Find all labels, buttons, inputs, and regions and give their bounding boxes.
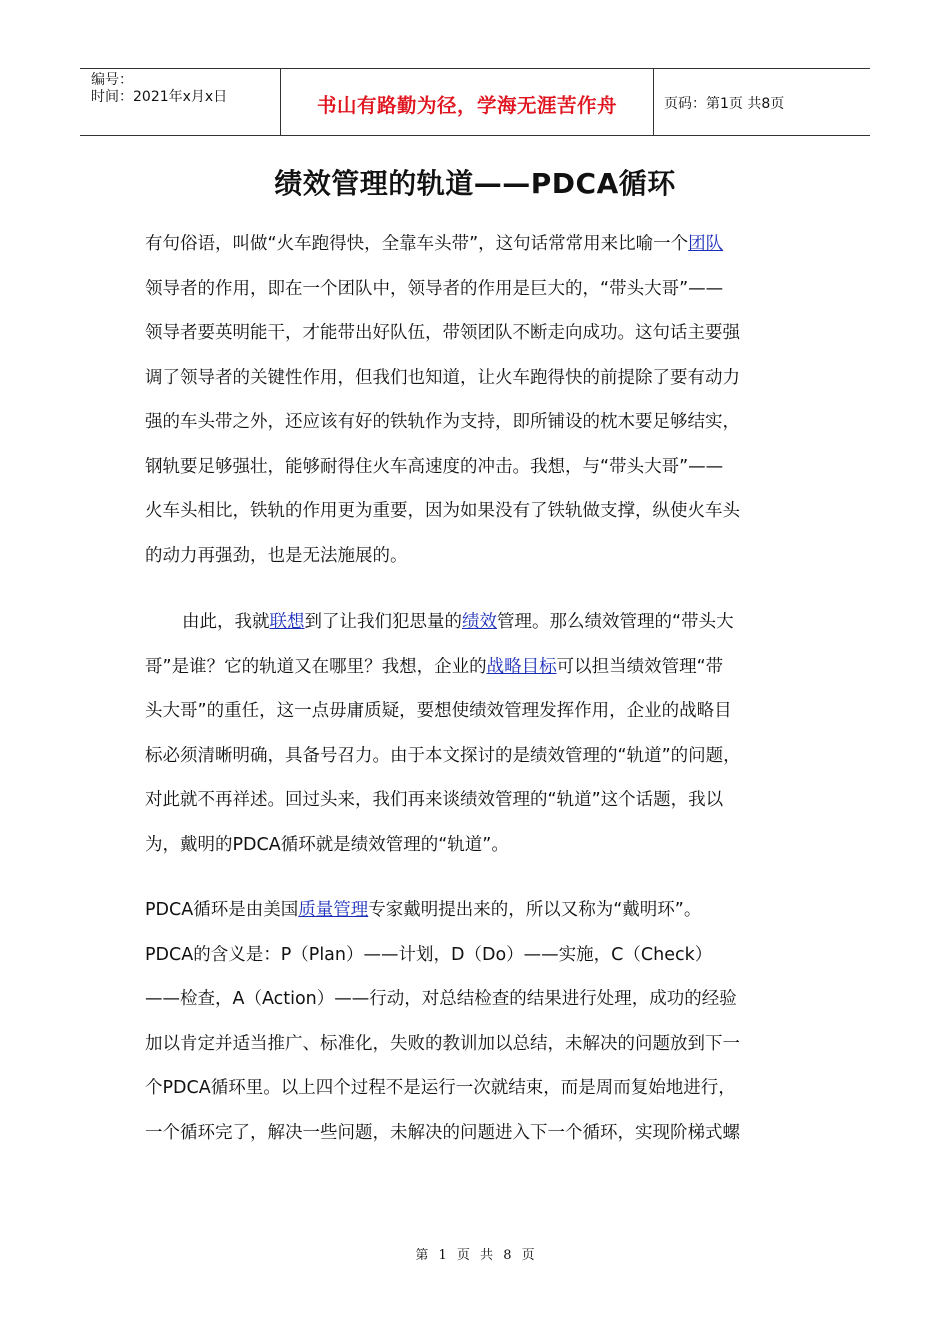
link-team[interactable]: 团队	[688, 234, 724, 254]
text-line: 个PDCA循环里。以上四个过程不是运行一次就结束，而是周而复始地进行，	[145, 1078, 736, 1098]
text-line	[145, 222, 805, 267]
link-performance[interactable]: 绩效	[462, 612, 497, 632]
text-run: 可以担当绩效管理“带	[556, 656, 724, 677]
text-run: 有句俗语，叫做“火车跑得快，全靠车头带”，这句话常常用来比喻一个	[145, 234, 689, 254]
paragraph-2	[145, 600, 805, 867]
text-line: 标必须清晰明确，具备号召力。由于本文探讨的是绩效管理的“轨道”的问题，	[145, 745, 741, 766]
document-title: 绩效管理的轨道——PDCA循环	[274, 167, 676, 200]
text-line: 领导者的作用，即在一个团队中，领导者的作用是巨大的，“带头大哥”——	[145, 278, 724, 299]
date-line: 时间：2021年x月x日	[91, 89, 228, 105]
text-line: 对此就不再祥述。回过头来，我们再来谈绩效管理的“轨道”这个话题，我以	[145, 790, 724, 810]
text-line: 一个循环完了，解决一些问题，未解决的问题进入下一个循环，实现阶梯式螺	[145, 1122, 740, 1143]
text-run: 由此，我就	[182, 612, 270, 632]
motto-text: 书山有路勤为径，学海无涯苦作舟	[316, 94, 617, 117]
text-run: PDCA循环是由美国	[145, 900, 299, 920]
text-run: 专家戴明提出来的，所以又称为“戴明环”。	[368, 900, 702, 920]
page-footer: 第 1 页 共 8 页	[415, 1248, 535, 1263]
text-run: 到了让我们犯思量的	[304, 612, 462, 632]
paragraph-3	[145, 888, 805, 1155]
code-label: 编号：	[91, 72, 133, 88]
text-line: 为，戴明的PDCA循环就是绩效管理的“轨道”。	[145, 834, 509, 855]
text-run: 管理。那么绩效管理的“带头大	[497, 612, 734, 632]
header-page-cell	[654, 69, 870, 135]
text-line: 头大哥”的重任，这一点毋庸质疑，要想使绩效管理发挥作用，企业的战略目	[145, 701, 732, 721]
link-quality-management[interactable]: 质量管理	[298, 900, 369, 920]
text-line: 钢轨要足够强壮，能够耐得住火车高速度的冲击。我想，与“带头大哥”——	[145, 456, 724, 477]
text-line	[145, 600, 805, 645]
text-line: 火车头相比，铁轨的作用更为重要，因为如果没有了铁轨做支撑，纵使火车头	[145, 501, 740, 521]
link-strategic-goal[interactable]: 战略目标	[486, 656, 557, 677]
text-line: 调了领导者的关键性作用，但我们也知道，让火车跑得快的前提除了要有动力	[145, 367, 740, 388]
text-line: PDCA的含义是：P（Plan）——计划，D（Do）——实施，C（Check）	[145, 944, 713, 965]
paragraph-1	[145, 222, 805, 578]
text-line	[145, 888, 805, 933]
link-association[interactable]: 联想	[269, 612, 305, 632]
header-table	[80, 68, 870, 136]
text-line: ——检查，A（Action）——行动，对总结检查的结果进行处理，成功的经验	[145, 989, 737, 1009]
text-line: 强的车头带之外，还应该有好的铁轨作为支持，即所铺设的枕木要足够结实，	[145, 412, 740, 432]
header-info-cell	[80, 69, 281, 135]
text-line	[145, 645, 805, 690]
text-line: 的动力再强劲，也是无法施展的。	[145, 545, 408, 566]
text-line: 加以肯定并适当推广、标准化，失败的教训加以总结，未解决的问题放到下一	[145, 1033, 740, 1054]
page-info: 页码：第1页 共8页	[664, 96, 785, 112]
text-run: 哥”是谁？它的轨道又在哪里？我想，企业的	[145, 656, 487, 677]
header-motto-cell	[281, 69, 654, 135]
text-line: 领导者要英明能干，才能带出好队伍，带领团队不断走向成功。这句话主要强	[145, 323, 740, 343]
